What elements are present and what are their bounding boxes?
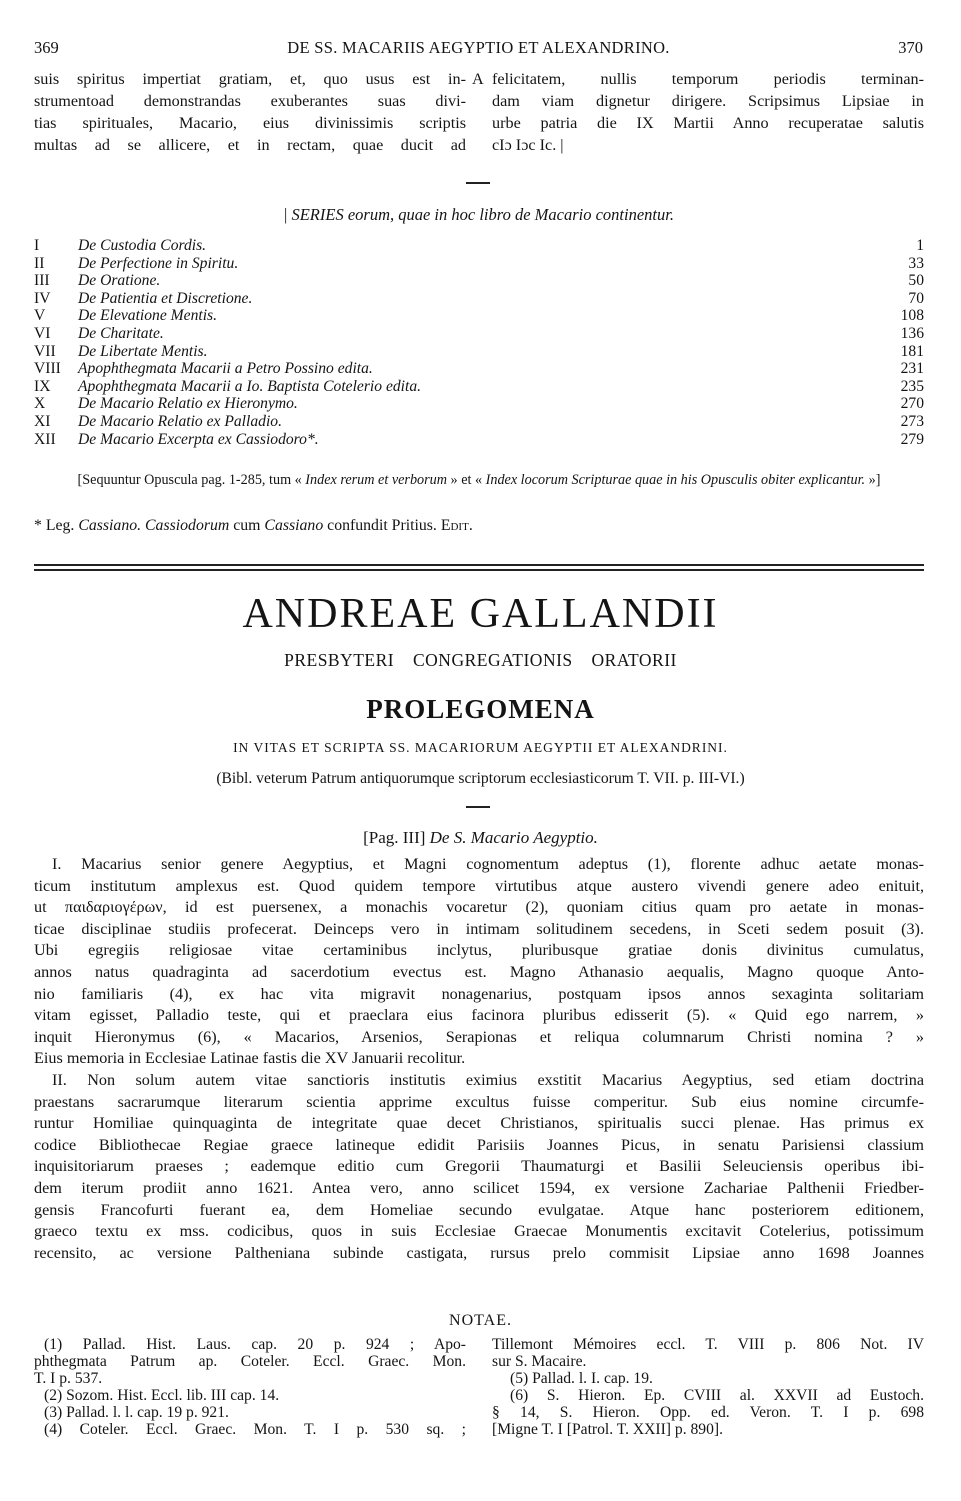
item-page: 33	[908, 254, 924, 272]
note-line: § 14, S. Hieron. Opp. ed. Veron. T. I p. 698	[492, 1404, 924, 1421]
separator-rule	[466, 806, 490, 808]
item-title: De Macario Relatio ex Hieronymo.	[78, 395, 298, 413]
subtitle-bibl: (Bibl. veterum Patrum antiquorumque scriptorum ecclesiasticorum T. VII. p. III-VI.)	[216, 770, 745, 787]
item-page: 231	[900, 360, 924, 378]
list-item	[34, 395, 924, 413]
intro-left-line: tias spirituales, Macario, eius divinissimis scriptis	[34, 114, 466, 132]
note-line: (5) Pallad. l. I. cap. 19.	[510, 1370, 653, 1387]
note-line: Tillemont Mémoires eccl. T. VIII p. 806 Not. IV	[492, 1336, 924, 1353]
body-line: gensis Francofurti fuerant ea, dem Homeliae secundo evulgatae. Atque hanc posteriorem editionem,	[34, 1200, 924, 1219]
item-page: 181	[900, 342, 924, 360]
item-number: VII	[34, 342, 56, 360]
body-line: Ubi egregiis religiosae vitae certaminibus inclytus, pluribusque gratiae donis divinitus cumulatus,	[34, 941, 924, 960]
section-title: De S. Macario Aegyptio.	[429, 828, 598, 847]
footnote-text: confundit Pritius.	[323, 517, 441, 534]
body-line: ticum institutum amplexus est. Quod quidem tempore virtutibus atque austero vivendi genere adeo enituit,	[34, 876, 924, 895]
body-line: Eius memoria in Ecclesiae Latinae fastis die XV Januarii recolitur.	[34, 1049, 466, 1068]
intro-right-line: felicitatem, nullis temporum periodis terminan-	[492, 70, 924, 88]
body-line: annos natus quadraginta ad sacerdotium evectus est. Magno Athanasio aequalis, Magno quoque Anto-	[34, 962, 924, 981]
note-line: (6) S. Hieron. Ep. CVIII al. XXVII ad Eustoch.	[510, 1387, 924, 1404]
note-line: T. I p. 537.	[34, 1370, 103, 1387]
section-heading	[0, 828, 961, 848]
item-title: De Elevatione Mentis.	[78, 307, 217, 325]
item-page: 70	[908, 289, 924, 307]
body-line: dem iterum prodiit anno 1621. Antea vero, anno scilicet 1594, ex versione Zachariae Palthenii Friedber-	[34, 1178, 924, 1197]
list-item	[34, 272, 924, 290]
body-line: recensito, ac versione Paltheniana subinde castigata, rursus prelo commisit Lipsiae anno 1698 Joannes	[34, 1243, 924, 1262]
intro-left-line: suis spiritus impertiat gratiam, et, quo usus est in-	[34, 70, 466, 88]
intro-left-column	[34, 68, 466, 156]
double-rule-top	[34, 564, 924, 566]
series-heading-word: SERIES	[291, 205, 344, 224]
item-number: VI	[34, 324, 51, 342]
item-title: De Macario Excerpta ex Cassiodoro*.	[78, 430, 319, 448]
intro-left-line: multas ad se allicere, et in rectam, quae ducit ad	[34, 136, 466, 154]
follow-text: [Sequuntur Opuscula pag. 1-285, tum «	[77, 472, 306, 488]
footnote-text: cum	[229, 517, 265, 534]
page-number-right: 370	[898, 38, 923, 57]
item-title: De Oratione.	[78, 272, 161, 290]
notes-left-column	[34, 1336, 466, 1438]
series-heading-bar: |	[284, 205, 288, 224]
sequuntur-note	[54, 472, 904, 489]
series-heading-rest: eorum, quae in hoc libro de Macario continentur.	[343, 205, 674, 224]
body-line: runtur Homiliae quinquaginta de integritate quae decet Christianos, spiritualis succi plenae. Has primus ex	[34, 1114, 924, 1133]
body-line: graeco textu ex mss. codicibus, quos in suis Ecclesiae Graecae Monumentis excitavit Cotelerius, potissimum	[34, 1222, 924, 1241]
list-item	[34, 343, 924, 361]
main-title: ANDREAE GALLANDII	[242, 591, 719, 637]
item-number: XI	[34, 412, 51, 430]
body-line: ut παιδαριογέρων, id est puersenex, a monachis vocaretur (2), quoniam citius quam pro aetate in monas-	[34, 898, 924, 917]
item-title: De Patientia et Discretione.	[78, 289, 253, 307]
body-line: ticae disciplinae studiis profecerat. Deinceps vero in intimam solitudinem secedens, in Sceti sedem posuit (3).	[34, 919, 924, 938]
column-marker: A	[472, 70, 484, 88]
body-text	[34, 854, 924, 1264]
follow-text: » et «	[447, 472, 486, 488]
item-title: De Perfectione in Spiritu.	[78, 254, 239, 272]
list-item	[34, 255, 924, 273]
note-line: [Migne T. I [Patrol. T. XXII] p. 890].	[492, 1421, 723, 1438]
note-line: (1) Pallad. Hist. Laus. cap. 20 p. 924 ; Apo-	[44, 1336, 466, 1353]
item-page: 279	[900, 430, 924, 448]
follow-italic: Index locorum Scripturae quae in his Opusculis obiter explicantur.	[485, 472, 866, 488]
subtitle-in-vitas: IN VITAS ET SCRIPTA SS. MACARIORUM AEGYPTII ET ALEXANDRINI.	[233, 740, 728, 755]
item-number: II	[34, 254, 45, 272]
item-title: De Charitate.	[78, 324, 164, 342]
running-head	[34, 38, 923, 60]
series-heading	[34, 205, 924, 225]
item-number: IV	[34, 289, 51, 307]
item-title: De Custodia Cordis.	[78, 237, 207, 254]
notes-heading: NOTAE.	[449, 1312, 512, 1329]
list-item	[34, 378, 924, 396]
intro-right-column	[492, 68, 924, 156]
intro-right-line: urbe patria die IX Martii Anno recuperatae salutis	[492, 114, 924, 132]
body-line: praestans sacrarumque literarum scientia apprime excultus fuisse comperitur. Sub eius nomine circumfe-	[34, 1092, 924, 1111]
item-title: Apophthegmata Macarii a Io. Baptista Cotelerio edita.	[78, 377, 422, 395]
item-title: Apophthegmata Macarii a Petro Possino edita.	[78, 360, 373, 378]
follow-italic: Index rerum et verborum	[305, 472, 447, 488]
item-page: 136	[900, 324, 924, 342]
running-title: DE SS. MACARIIS AEGYPTIO ET ALEXANDRINO.	[287, 38, 670, 57]
subtitle-presbyteri: PRESBYTERI CONGREGATIONIS ORATORII	[284, 650, 677, 670]
body-line: vitam egisset, Palladio teste, qui et praeclara eius facinora pluribus edisserit (5). « Quid ego narrem, »	[34, 1006, 924, 1025]
item-title: De Libertate Mentis.	[78, 342, 208, 360]
note-line: (2) Sozom. Hist. Eccl. lib. III cap. 14.	[44, 1387, 280, 1404]
series-contents-list	[34, 237, 924, 448]
intro-right-line: cIɔ Iɔc Ic. |	[492, 136, 564, 154]
body-line: nio familiaris (4), ex hac vita migravit nonagenarius, postquam ipsos annos sexaginta solitariam	[34, 984, 924, 1003]
notes-right-column	[492, 1336, 924, 1438]
body-line: I. Macarius senior genere Aegyptius, et Magni cognomentum adeptus (1), florente adhuc aetate monas-	[52, 855, 924, 873]
note-line: (3) Pallad. l. l. cap. 19 p. 921.	[44, 1404, 229, 1421]
body-line: II. Non solum autem vitae sanctioris institutis eximius exstitit Macarius Aegyptius, sed etiam doctrina	[52, 1070, 924, 1089]
item-page: 50	[908, 272, 924, 290]
body-line: inquisitoriarum praeses ; eademque editio cum Gregorii Thaumaturgi et Basilii Seleuciensis operibus ibi-	[34, 1157, 924, 1176]
intro-right-line: dam viam dignetur dirigere. Scripsimus Lipsiae in	[492, 92, 924, 110]
separator-rule	[466, 182, 490, 184]
footnote-text: * Leg.	[34, 517, 79, 534]
section-page-ref: [Pag. III]	[363, 828, 430, 847]
body-line: inquit Hieronymus (6), « Macarios, Arsenios, Serapionas et reliqua columnarum Christi nomina ? »	[34, 1027, 924, 1046]
item-page: 270	[900, 395, 924, 413]
item-number: IX	[34, 377, 51, 395]
item-number: X	[34, 395, 46, 413]
item-number: XII	[34, 430, 56, 448]
intro-left-line: strumentoad demonstrandas exuberantes suas divi-	[34, 92, 466, 110]
editor-footnote	[34, 517, 473, 535]
page-number-left: 369	[34, 38, 59, 57]
list-item	[34, 237, 924, 255]
footnote-editor: Edit.	[440, 517, 473, 534]
list-item	[34, 307, 924, 325]
item-page: 108	[900, 307, 924, 325]
note-line: sur S. Macaire.	[492, 1353, 587, 1370]
body-line: codice Bibliothecae Regiae graece latineque edidit Parisiis Joannes Picus, in senatu Parisiensi classium	[34, 1135, 924, 1154]
list-item	[34, 413, 924, 431]
footnote-italic: Cassiano	[264, 517, 324, 534]
item-number: V	[34, 307, 46, 325]
list-item	[34, 290, 924, 308]
note-line: (4) Coteler. Eccl. Graec. Mon. T. I p. 530 sq. ;	[44, 1421, 466, 1438]
double-rule-bottom	[34, 569, 924, 571]
item-page: 273	[900, 412, 924, 430]
follow-text: »]	[865, 472, 881, 488]
item-title: De Macario Relatio ex Palladio.	[78, 412, 282, 430]
list-item	[34, 431, 924, 449]
item-number: I	[34, 237, 40, 254]
item-number: VIII	[34, 360, 61, 378]
footnote-italic: Cassiano. Cassiodorum	[78, 517, 230, 534]
item-page: 235	[900, 377, 924, 395]
note-line: phthegmata Patrum ap. Coteler. Eccl. Graec. Mon.	[34, 1353, 466, 1370]
list-item	[34, 360, 924, 378]
subtitle-prolegomena: PROLEGOMENA	[366, 694, 595, 724]
list-item	[34, 325, 924, 343]
item-page: 1	[916, 237, 924, 254]
item-number: III	[34, 272, 50, 290]
